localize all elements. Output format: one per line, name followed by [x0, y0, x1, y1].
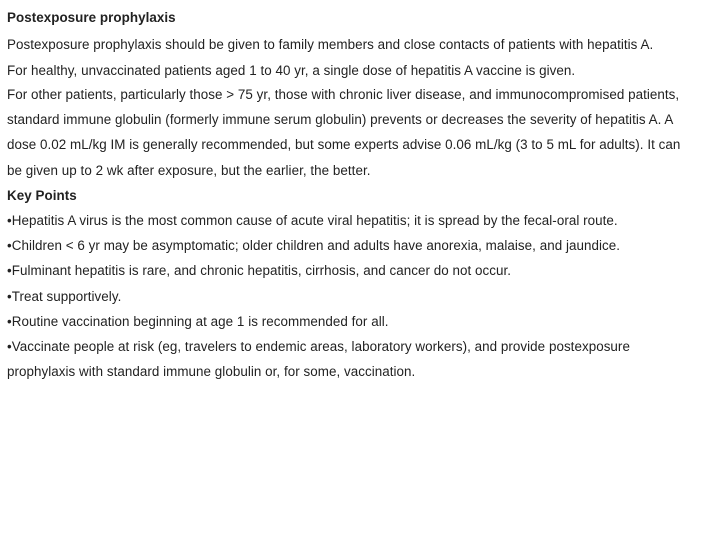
key-point-item: •Hepatitis A virus is the most common cause of acute viral hepatitis; it is spread by the fecal-oral route. [7, 213, 618, 228]
key-point-item-continuation: prophylaxis with standard immune globulin or, for some, vaccination. [7, 364, 416, 379]
paragraph-line: dose 0.02 mL/kg IM is generally recommended, but some experts advise 0.06 mL/kg (3 to 5 mL for adults). It can [7, 137, 681, 152]
key-point-item: •Treat supportively. [7, 289, 122, 304]
paragraph-line: Postexposure prophylaxis should be given to family members and close contacts of patients with hepatitis A. [7, 37, 654, 52]
key-points-title: Key Points [7, 188, 77, 203]
key-point-item: •Routine vaccination beginning at age 1 is recommended for all. [7, 314, 389, 329]
paragraph-line: standard immune globulin (formerly immune serum globulin) prevents or decreases the severity of hepatitis A. A [7, 112, 674, 127]
key-point-item: •Vaccinate people at risk (eg, travelers to endemic areas, laboratory workers), and provide postexposure [7, 339, 630, 354]
key-point-item: •Children < 6 yr may be asymptomatic; older children and adults have anorexia, malaise, and jaundice. [7, 238, 621, 253]
key-point-item: •Fulminant hepatitis is rare, and chronic hepatitis, cirrhosis, and cancer do not occur. [7, 263, 512, 278]
paragraph-line: be given up to 2 wk after exposure, but the earlier, the better. [7, 163, 371, 178]
paragraph-line: For healthy, unvaccinated patients aged 1 to 40 yr, a single dose of hepatitis A vaccine is given. [7, 63, 576, 78]
section-title: Postexposure prophylaxis [7, 10, 176, 25]
paragraph-line: For other patients, particularly those > 75 yr, those with chronic liver disease, and immunocompromised patients, [7, 87, 680, 102]
